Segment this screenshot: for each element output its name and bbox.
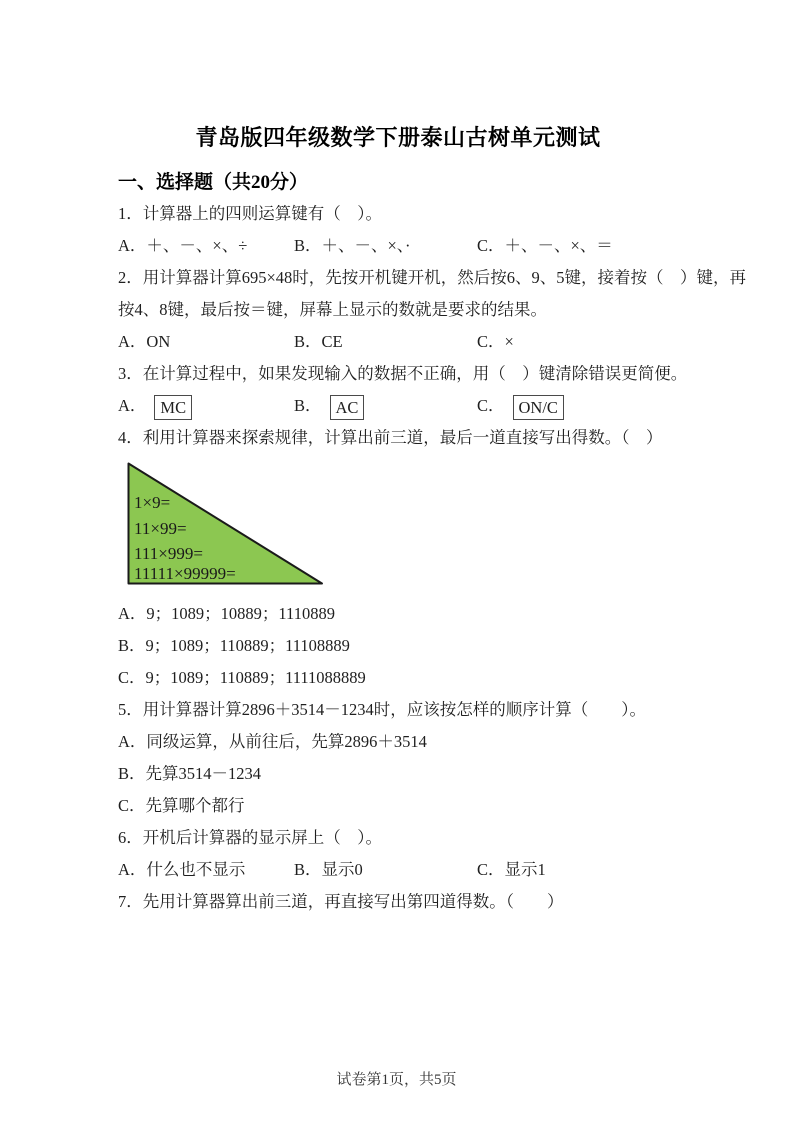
question-3-option-c bbox=[477, 390, 678, 422]
triangle-expression-4: 11111×99999= bbox=[134, 564, 236, 583]
triangle-expression-1: 1×9= bbox=[134, 493, 171, 512]
question-3-option-b bbox=[294, 390, 477, 422]
page-content bbox=[118, 0, 747, 918]
question-1-option-a: A．＋、－、×、÷ bbox=[118, 236, 248, 255]
question-2-option-c: C．× bbox=[477, 332, 514, 351]
question-6-options bbox=[118, 854, 678, 886]
question-2-options bbox=[118, 326, 678, 358]
question-2-option-b: B．CE bbox=[294, 332, 343, 351]
question-6-stem: 6．开机后计算器的显示屏上（ ）。 bbox=[118, 828, 382, 847]
green-triangle-figure bbox=[127, 462, 325, 586]
question-2-stem-line-1: 2．用计算器计算695×48时，先按开机键开机，然后按6、9、5键，接着按（ ）键，再 bbox=[118, 268, 747, 287]
page-footer: 试卷第1页，共5页 bbox=[336, 1072, 457, 1088]
question-1-stem: 1．计算器上的四则运算键有（ ）。 bbox=[118, 204, 382, 223]
question-3-options bbox=[118, 390, 678, 422]
question-2-stem-line-2: 按4、8键，最后按＝键，屏幕上显示的数就是要求的结果。 bbox=[118, 300, 547, 319]
section-heading: 一、选择题（共20分） bbox=[118, 172, 309, 193]
question-4-option-b: B．9；1089；110889；11108889 bbox=[118, 636, 350, 655]
question-5-option-a: A．同级运算，从前往后，先算2896＋3514 bbox=[118, 732, 427, 751]
question-4-option-c: C．9；1089；110889；1111088889 bbox=[118, 668, 366, 687]
question-6-option-b: B．显示0 bbox=[294, 860, 363, 879]
option-b-label: B． bbox=[294, 396, 322, 415]
question-7-stem: 7．先用计算器算出前三道，再直接写出第四道得数。（ ） bbox=[118, 892, 564, 911]
question-5-stem: 5．用计算器计算2896＋3514－1234时，应该按怎样的顺序计算（ ）。 bbox=[118, 700, 646, 719]
question-5-option-c: C．先算哪个都行 bbox=[118, 796, 245, 815]
question-2-option-a: A．ON bbox=[118, 332, 171, 351]
triangle-expression-3: 111×999= bbox=[134, 544, 203, 563]
question-5-option-b: B．先算3514－1234 bbox=[118, 764, 262, 783]
question-4-option-a: A．9；1089；10889；1110889 bbox=[118, 604, 335, 623]
question-6-option-a: A．什么也不显示 bbox=[118, 860, 246, 879]
question-6-option-c: C．显示1 bbox=[477, 860, 546, 879]
question-1-option-b: B．＋、－、×、· bbox=[294, 236, 411, 255]
option-a-label: A． bbox=[118, 396, 147, 415]
page-title: 青岛版四年级数学下册泰山古树单元测试 bbox=[195, 125, 601, 150]
triangle-expression-2: 11×99= bbox=[134, 519, 187, 538]
calculator-key-mc: MC bbox=[154, 395, 192, 420]
question-1-option-c: C．＋、－、×、＝ bbox=[477, 236, 613, 255]
question-3-option-a bbox=[118, 390, 294, 422]
question-4-stem: 4．利用计算器来探索规律，计算出前三道，最后一道直接写出得数。（ ） bbox=[118, 428, 663, 447]
option-c-label: C． bbox=[477, 396, 505, 415]
question-3-stem: 3．在计算过程中，如果发现输入的数据不正确，用（ ）键清除错误更简便。 bbox=[118, 364, 688, 383]
question-4-figure bbox=[127, 462, 678, 586]
calculator-key-ac: AC bbox=[330, 395, 365, 420]
calculator-key-onc: ON/C bbox=[513, 395, 564, 420]
question-1-options bbox=[118, 230, 678, 262]
